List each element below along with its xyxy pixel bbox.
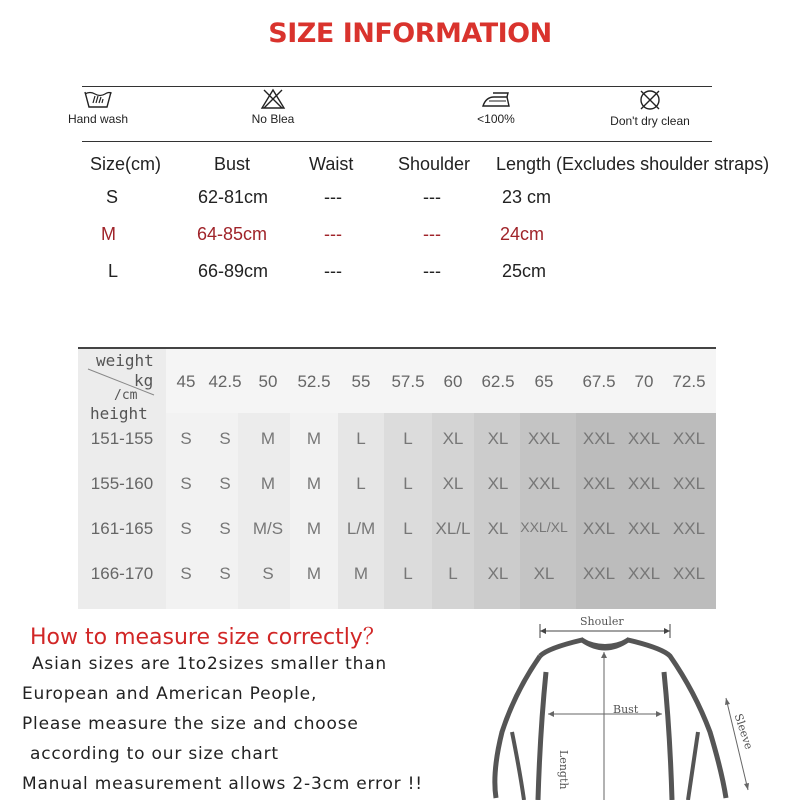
sleeve-label: Sleeve: [731, 712, 756, 752]
size-cell: L: [403, 474, 413, 493]
size-cell: S: [180, 564, 192, 583]
weight-header: 45: [176, 372, 196, 391]
size-cell: XXL: [672, 519, 706, 538]
size-cell: M: [353, 564, 369, 583]
care-top-divider: [82, 86, 712, 87]
header-shoulder: Shoulder: [398, 154, 471, 174]
header-length: Length (Excludes shoulder straps): [496, 154, 770, 174]
care-item-hand-wash: [58, 88, 138, 126]
size-cell: XL: [442, 429, 464, 448]
size-cell: S: [219, 429, 231, 448]
height-label: 151-155: [90, 429, 154, 448]
size-cell: M: [306, 474, 322, 493]
size-cell: XXL: [627, 564, 661, 583]
height-weight-table: [78, 347, 716, 609]
height-label: 155-160: [90, 474, 154, 493]
size-cell: L: [403, 429, 413, 448]
cell-shoulder: ---: [423, 224, 441, 244]
size-cell: L: [356, 474, 366, 493]
cell-size: M: [101, 224, 116, 244]
weight-header: 55: [351, 372, 371, 391]
weight-header: 65: [534, 372, 554, 391]
size-cell: S: [219, 564, 231, 583]
measure-note-line: European and American People,: [22, 684, 318, 704]
weight-header: 70: [634, 372, 654, 391]
bust-label: Bust: [613, 703, 639, 716]
size-cell: XXL: [627, 429, 661, 448]
shoulder-label: Shouler: [580, 615, 624, 628]
weight-header: 72.5: [672, 372, 706, 391]
cell-shoulder: ---: [423, 261, 441, 281]
cell-waist: ---: [324, 224, 342, 244]
care-label: Hand wash: [67, 112, 129, 126]
size-cell: XXL: [582, 519, 616, 538]
measure-note-line: Asian sizes are 1to2sizes smaller than: [32, 654, 388, 674]
care-bottom-divider: [82, 141, 712, 142]
size-cell: XXL: [672, 564, 706, 583]
header-waist: Waist: [309, 154, 354, 174]
size-cell: XXL: [627, 519, 661, 538]
cell-length: 24cm: [500, 224, 545, 244]
cell-waist: ---: [324, 187, 342, 207]
size-cell: S: [262, 564, 274, 583]
cell-length: 25cm: [502, 261, 547, 281]
iron-icon: [480, 88, 512, 110]
measure-heading: How to measure size correctly？: [30, 625, 385, 650]
corner-kg: kg: [134, 371, 154, 390]
size-cell: M: [306, 564, 322, 583]
size-cell: XXL: [627, 474, 661, 493]
table-row: [0, 187, 800, 211]
size-cell: XXL/XL: [520, 519, 568, 535]
size-cell: XXL: [672, 429, 706, 448]
size-cell: L: [403, 564, 413, 583]
cell-size: S: [106, 187, 119, 207]
measure-note-line: according to our size chart: [30, 744, 279, 764]
size-cell: L: [448, 564, 458, 583]
size-cell: M: [306, 519, 322, 538]
no-dry-clean-icon: [637, 88, 663, 112]
size-cell: L: [356, 429, 366, 448]
care-label: <100%: [477, 112, 515, 126]
cell-size: L: [108, 261, 119, 281]
cell-bust: 64-85cm: [197, 224, 268, 244]
measure-note-line: Manual measurement allows 2-3cm error !!: [22, 774, 423, 794]
size-table-header: [0, 154, 800, 178]
shirt-diagram-icon: [490, 612, 770, 800]
weight-header: 57.5: [391, 372, 425, 391]
size-cell: XXL: [582, 474, 616, 493]
size-cell: XXL: [672, 474, 706, 493]
weight-header: 60: [443, 372, 463, 391]
cell-length: 23 cm: [502, 187, 552, 207]
size-cell: XL: [533, 564, 555, 583]
size-cell: XL/L: [435, 519, 471, 538]
size-cell: S: [219, 519, 231, 538]
care-label: No Blea: [251, 112, 295, 126]
height-label: 166-170: [90, 564, 154, 583]
size-cell: M: [260, 474, 276, 493]
cell-shoulder: ---: [423, 187, 441, 207]
size-cell: XL: [487, 429, 509, 448]
height-label: 161-165: [90, 519, 154, 538]
care-item-no-dry-clean: [600, 88, 700, 128]
size-cell: M: [306, 429, 322, 448]
measure-note-line: Please measure the size and choose: [22, 714, 359, 734]
corner-weight: weight: [96, 351, 154, 370]
no-bleach-icon: [260, 88, 286, 110]
size-cell: XXL: [582, 429, 616, 448]
corner-height: height: [90, 404, 148, 423]
size-cell: S: [219, 474, 231, 493]
size-cell: XL: [487, 519, 509, 538]
length-label: Length: [557, 750, 570, 790]
header-bust: Bust: [214, 154, 251, 174]
size-cell: XL: [487, 474, 509, 493]
weight-header: 62.5: [481, 372, 515, 391]
care-label: Don't dry clean: [610, 114, 690, 128]
care-item-no-bleach: [232, 88, 314, 126]
size-cell: M: [260, 429, 276, 448]
size-cell: L/M: [346, 519, 376, 538]
weight-header: 52.5: [297, 372, 331, 391]
size-cell: XXL: [582, 564, 616, 583]
size-cell: M/S: [252, 519, 284, 538]
size-cell: XL: [487, 564, 509, 583]
weight-header: 67.5: [582, 372, 616, 391]
cell-bust: 62-81cm: [198, 187, 269, 207]
care-item-iron: [456, 88, 536, 126]
cell-waist: ---: [324, 261, 342, 281]
size-cell: XL: [442, 474, 464, 493]
weight-header: 42.5: [208, 372, 242, 391]
size-cell: XXL: [527, 474, 561, 493]
size-cell: S: [180, 429, 192, 448]
size-cell: S: [180, 519, 192, 538]
page-title: SIZE INFORMATION: [268, 18, 552, 49]
hand-wash-icon: [83, 88, 113, 110]
table-row-highlight: [0, 224, 800, 248]
header-size: Size(cm): [90, 154, 161, 174]
size-cell: L: [403, 519, 413, 538]
cell-bust: 66-89cm: [198, 261, 269, 281]
corner-cm: /cm: [114, 388, 138, 403]
table-row: [0, 261, 800, 285]
size-cell: XXL: [527, 429, 561, 448]
weight-header: 50: [258, 372, 278, 391]
size-cell: S: [180, 474, 192, 493]
